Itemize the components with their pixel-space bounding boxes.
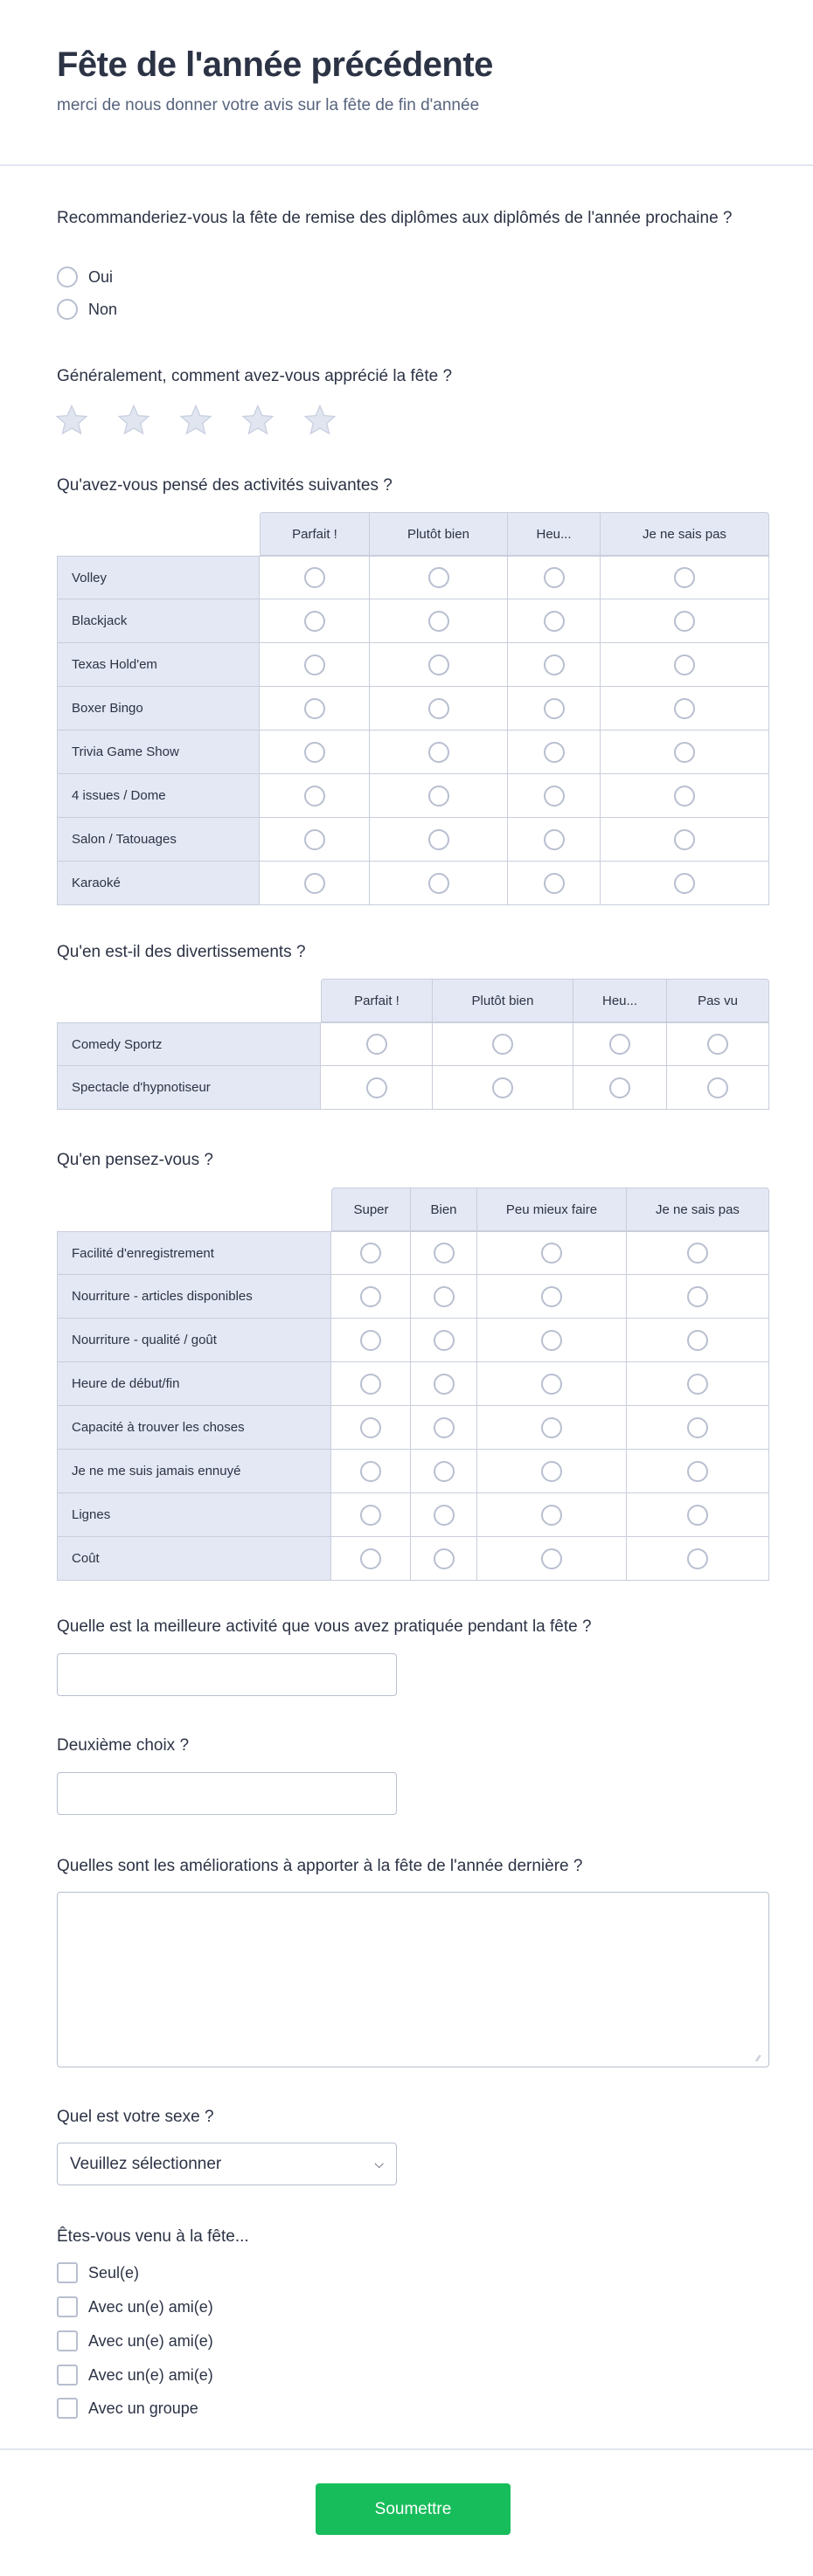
radio-button[interactable] — [428, 698, 449, 719]
radio-button[interactable] — [544, 567, 565, 588]
matrix-cell[interactable] — [601, 862, 769, 905]
radio-button[interactable] — [609, 1034, 630, 1055]
radio-button[interactable] — [609, 1077, 630, 1098]
radio-button[interactable] — [366, 1034, 387, 1055]
matrix-cell[interactable] — [331, 1537, 411, 1581]
matrix-cell[interactable] — [573, 1022, 667, 1066]
matrix-cell[interactable] — [477, 1450, 627, 1493]
option-label: Oui — [88, 267, 114, 286]
radio-button[interactable] — [360, 1286, 381, 1307]
matrix-cell[interactable] — [260, 556, 370, 599]
matrix-cell[interactable] — [370, 774, 508, 818]
matrix-row — [57, 1022, 769, 1066]
matrix-cell[interactable] — [260, 599, 370, 643]
matrix-row — [57, 1406, 769, 1450]
select-value: Veuillez sélectionner — [70, 2154, 222, 2173]
q1-option-non[interactable] — [57, 299, 117, 320]
radio-button[interactable] — [434, 1286, 455, 1307]
matrix-cell[interactable] — [370, 862, 508, 905]
matrix-cell[interactable] — [627, 1231, 769, 1275]
radio-button[interactable] — [434, 1330, 455, 1351]
radio-button[interactable] — [360, 1548, 381, 1569]
matrix-row-label: Salon / Tatouages — [57, 818, 260, 862]
best-activity-input[interactable] — [57, 1653, 397, 1696]
radio-button[interactable] — [428, 873, 449, 894]
matrix-cell[interactable] — [508, 731, 601, 774]
matrix-cell[interactable] — [411, 1362, 477, 1406]
matrix-cell[interactable] — [627, 1537, 769, 1581]
radio-button[interactable] — [434, 1243, 455, 1264]
matrix-row-label: Spectacle d'hypnotiseur — [57, 1066, 321, 1110]
radio-button[interactable] — [544, 742, 565, 763]
matrix-cell[interactable] — [477, 1362, 627, 1406]
matrix-row-label: Karaoké — [57, 862, 260, 905]
q10-option[interactable] — [57, 2330, 213, 2351]
q4-label: Qu'en est-il des divertissements ? — [57, 943, 306, 961]
radio-button[interactable] — [674, 829, 695, 850]
matrix-cell[interactable] — [411, 1450, 477, 1493]
q10-option[interactable] — [57, 2398, 198, 2419]
matrix-cell[interactable] — [411, 1537, 477, 1581]
radio-button[interactable] — [360, 1505, 381, 1526]
radio-button[interactable] — [304, 654, 325, 675]
gender-select[interactable] — [57, 2143, 397, 2185]
matrix-row-label: Comedy Sportz — [57, 1022, 321, 1066]
matrix-cell[interactable] — [477, 1231, 627, 1275]
matrix-cell[interactable] — [370, 731, 508, 774]
matrix-row-label: Je ne me suis jamais ennuyé — [57, 1450, 331, 1493]
radio-button[interactable] — [304, 742, 325, 763]
radio-button[interactable] — [304, 873, 325, 894]
q6-label: Quelle est la meilleure activité que vous avez pratiquée pendant la fête ? — [57, 1617, 592, 1636]
improvements-textarea[interactable] — [57, 1892, 769, 2067]
matrix-cell[interactable] — [260, 643, 370, 687]
radio-button[interactable] — [541, 1461, 562, 1482]
matrix-row — [57, 1231, 769, 1275]
matrix-row — [57, 1066, 769, 1110]
matrix-cell[interactable] — [260, 774, 370, 818]
matrix-cell[interactable] — [601, 643, 769, 687]
radio-button[interactable] — [544, 829, 565, 850]
radio-button[interactable] — [707, 1077, 728, 1098]
option-label: Avec un(e) ami(e) — [88, 2365, 213, 2384]
q5-label: Qu'en pensez-vous ? — [57, 1151, 213, 1169]
radio-button[interactable] — [544, 873, 565, 894]
matrix-column-header: Je ne sais pas — [627, 1188, 769, 1231]
matrix-cell[interactable] — [477, 1319, 627, 1362]
matrix-row — [57, 556, 769, 599]
matrix-column-header: Plutôt bien — [433, 979, 573, 1022]
matrix-column-header: Super — [331, 1188, 411, 1231]
radio-button[interactable] — [492, 1034, 513, 1055]
radio-button[interactable] — [687, 1461, 708, 1482]
radio-button[interactable] — [687, 1243, 708, 1264]
matrix-row-label: Facilité d'enregistrement — [57, 1231, 331, 1275]
matrix-cell[interactable] — [601, 731, 769, 774]
radio-button[interactable] — [674, 873, 695, 894]
radio-button[interactable] — [360, 1461, 381, 1482]
matrix-cell[interactable] — [331, 1406, 411, 1450]
matrix-cell[interactable] — [370, 556, 508, 599]
q7-label: Deuxième choix ? — [57, 1736, 190, 1755]
radio-button[interactable] — [304, 611, 325, 632]
q8-label: Quelles sont les améliorations à apporter à la fête de l'année dernière ? — [57, 1857, 583, 1875]
matrix-cell[interactable] — [370, 643, 508, 687]
matrix-cell[interactable] — [321, 1022, 433, 1066]
q9-label: Quel est votre sexe ? — [57, 2108, 214, 2126]
radio-button[interactable] — [304, 786, 325, 807]
matrix-column-header: Je ne sais pas — [601, 512, 769, 556]
radio-button[interactable] — [541, 1330, 562, 1351]
matrix-cell[interactable] — [260, 687, 370, 731]
radio-button[interactable] — [674, 567, 695, 588]
matrix-cell[interactable] — [331, 1275, 411, 1319]
radio-button[interactable] — [360, 1243, 381, 1264]
matrix-row — [57, 818, 769, 862]
matrix-row-label: Lignes — [57, 1493, 331, 1537]
matrix-row — [57, 643, 769, 687]
matrix-column-header: Peu mieux faire — [477, 1188, 627, 1231]
radio-button[interactable] — [541, 1417, 562, 1438]
matrix-cell[interactable] — [601, 599, 769, 643]
matrix-row — [57, 731, 769, 774]
matrix-row-label: Heure de début/fin — [57, 1362, 331, 1406]
matrix-cell[interactable] — [433, 1022, 573, 1066]
q1-label: Recommanderiez-vous la fête de remise des diplômes aux diplômés de l'année prochaine ? — [57, 209, 733, 227]
matrix-column-header: Plutôt bien — [370, 512, 508, 556]
matrix-row — [57, 599, 769, 643]
radio-button[interactable] — [544, 786, 565, 807]
checkbox[interactable] — [57, 2262, 78, 2283]
star-icon[interactable] — [179, 404, 212, 437]
opinion-matrix — [57, 1188, 769, 1581]
matrix-column-header: Heu... — [573, 979, 667, 1022]
matrix-cell[interactable] — [627, 1319, 769, 1362]
radio-button[interactable] — [304, 567, 325, 588]
matrix-row — [57, 774, 769, 818]
matrix-row — [57, 862, 769, 905]
submit-button[interactable]: Soumettre — [316, 2483, 511, 2535]
matrix-corner — [57, 979, 321, 1022]
radio-button[interactable] — [57, 299, 78, 320]
matrix-cell[interactable] — [508, 556, 601, 599]
q10-label: Êtes-vous venu à la fête... — [57, 2227, 249, 2246]
matrix-cell[interactable] — [627, 1450, 769, 1493]
matrix-row — [57, 1450, 769, 1493]
matrix-row-label: Texas Hold'em — [57, 643, 260, 687]
matrix-corner — [57, 512, 260, 556]
matrix-row-label: Volley — [57, 556, 260, 599]
checkbox[interactable] — [57, 2398, 78, 2419]
radio-button[interactable] — [687, 1330, 708, 1351]
matrix-row-label: Boxer Bingo — [57, 687, 260, 731]
checkbox[interactable] — [57, 2365, 78, 2386]
q3-label: Qu'avez-vous pensé des activités suivantes ? — [57, 476, 393, 495]
checkbox[interactable] — [57, 2296, 78, 2317]
radio-button[interactable] — [492, 1077, 513, 1098]
form-subtitle: merci de nous donner votre avis sur la fête de fin d'année — [57, 96, 480, 114]
radio-button[interactable] — [434, 1374, 455, 1395]
matrix-cell[interactable] — [331, 1493, 411, 1537]
matrix-cell[interactable] — [260, 818, 370, 862]
matrix-column-header: Parfait ! — [260, 512, 370, 556]
star-icon[interactable] — [303, 404, 337, 437]
matrix-cell[interactable] — [477, 1406, 627, 1450]
matrix-cell[interactable] — [627, 1275, 769, 1319]
radio-button[interactable] — [304, 698, 325, 719]
chevron-down-icon: ⌵ — [374, 2157, 384, 2171]
radio-button[interactable] — [57, 267, 78, 287]
matrix-cell[interactable] — [411, 1275, 477, 1319]
radio-button[interactable] — [366, 1077, 387, 1098]
matrix-cell[interactable] — [601, 687, 769, 731]
q1-option-oui[interactable] — [57, 267, 113, 287]
matrix-cell[interactable] — [370, 599, 508, 643]
matrix-cell[interactable] — [331, 1231, 411, 1275]
radio-button[interactable] — [544, 611, 565, 632]
matrix-row-label: Blackjack — [57, 599, 260, 643]
radio-button[interactable] — [428, 742, 449, 763]
radio-button[interactable] — [674, 742, 695, 763]
matrix-cell[interactable] — [411, 1231, 477, 1275]
radio-button[interactable] — [674, 698, 695, 719]
radio-button[interactable] — [541, 1243, 562, 1264]
activities-matrix — [57, 512, 769, 905]
second-choice-input[interactable] — [57, 1772, 397, 1815]
matrix-cell[interactable] — [260, 862, 370, 905]
matrix-cell[interactable] — [370, 687, 508, 731]
radio-button[interactable] — [428, 567, 449, 588]
entertainment-matrix — [57, 979, 769, 1110]
q10-option[interactable] — [57, 2262, 139, 2283]
matrix-column-header: Heu... — [508, 512, 601, 556]
matrix-cell[interactable] — [433, 1066, 573, 1110]
matrix-row-label: 4 issues / Dome — [57, 774, 260, 818]
matrix-cell[interactable] — [411, 1406, 477, 1450]
matrix-column-header: Parfait ! — [321, 979, 433, 1022]
option-label: Non — [88, 300, 118, 318]
checkbox[interactable] — [57, 2330, 78, 2351]
option-label: Avec un groupe — [88, 2399, 198, 2417]
radio-button[interactable] — [687, 1374, 708, 1395]
matrix-row-label: Capacité à trouver les choses — [57, 1406, 331, 1450]
matrix-cell[interactable] — [331, 1319, 411, 1362]
option-label: Avec un(e) ami(e) — [88, 2297, 213, 2316]
radio-button[interactable] — [707, 1034, 728, 1055]
radio-button[interactable] — [544, 654, 565, 675]
matrix-cell[interactable] — [331, 1450, 411, 1493]
radio-button[interactable] — [544, 698, 565, 719]
matrix-cell[interactable] — [601, 556, 769, 599]
star-rating[interactable] — [55, 404, 337, 437]
matrix-cell[interactable] — [411, 1493, 477, 1537]
radio-button[interactable] — [434, 1417, 455, 1438]
matrix-cell[interactable] — [508, 599, 601, 643]
q2-label: Généralement, comment avez-vous apprécié la fête ? — [57, 367, 453, 385]
matrix-row-label: Nourriture - qualité / goût — [57, 1319, 331, 1362]
radio-button[interactable] — [674, 654, 695, 675]
matrix-row — [57, 1319, 769, 1362]
matrix-row — [57, 1362, 769, 1406]
matrix-row-label: Coût — [57, 1537, 331, 1581]
matrix-cell[interactable] — [321, 1066, 433, 1110]
radio-button[interactable] — [541, 1505, 562, 1526]
footer-divider — [0, 2448, 813, 2450]
matrix-cell[interactable] — [573, 1066, 667, 1110]
matrix-cell[interactable] — [477, 1537, 627, 1581]
option-label: Avec un(e) ami(e) — [88, 2331, 213, 2350]
star-icon[interactable] — [55, 404, 88, 437]
resize-handle-icon[interactable]: ⁄⁄ — [757, 2054, 761, 2064]
option-label: Seul(e) — [88, 2263, 140, 2282]
matrix-row — [57, 1275, 769, 1319]
radio-button[interactable] — [428, 654, 449, 675]
matrix-cell[interactable] — [627, 1493, 769, 1537]
matrix-column-header: Bien — [411, 1188, 477, 1231]
form-title: Fête de l'année précédente — [57, 45, 493, 84]
matrix-row-label: Nourriture - articles disponibles — [57, 1275, 331, 1319]
radio-button[interactable] — [541, 1286, 562, 1307]
radio-button[interactable] — [304, 829, 325, 850]
q10-option[interactable] — [57, 2296, 213, 2317]
matrix-row — [57, 687, 769, 731]
radio-button[interactable] — [541, 1374, 562, 1395]
radio-button[interactable] — [428, 786, 449, 807]
matrix-row-label: Trivia Game Show — [57, 731, 260, 774]
radio-button[interactable] — [434, 1461, 455, 1482]
radio-button[interactable] — [687, 1286, 708, 1307]
matrix-column-header: Pas vu — [667, 979, 769, 1022]
matrix-cell[interactable] — [260, 731, 370, 774]
matrix-cell[interactable] — [370, 818, 508, 862]
matrix-cell[interactable] — [667, 1022, 769, 1066]
matrix-cell[interactable] — [508, 774, 601, 818]
radio-button[interactable] — [687, 1548, 708, 1569]
radio-button[interactable] — [674, 611, 695, 632]
radio-button[interactable] — [541, 1548, 562, 1569]
matrix-cell[interactable] — [601, 818, 769, 862]
radio-button[interactable] — [674, 786, 695, 807]
matrix-cell[interactable] — [508, 862, 601, 905]
star-icon[interactable] — [241, 404, 274, 437]
matrix-cell[interactable] — [331, 1362, 411, 1406]
matrix-cell[interactable] — [627, 1406, 769, 1450]
matrix-cell[interactable] — [601, 774, 769, 818]
radio-button[interactable] — [428, 611, 449, 632]
radio-button[interactable] — [428, 829, 449, 850]
matrix-cell[interactable] — [508, 687, 601, 731]
star-icon[interactable] — [117, 404, 150, 437]
q10-option[interactable] — [57, 2365, 213, 2386]
matrix-corner — [57, 1188, 331, 1231]
matrix-cell[interactable] — [667, 1066, 769, 1110]
radio-button[interactable] — [434, 1548, 455, 1569]
matrix-cell[interactable] — [508, 818, 601, 862]
header-divider — [0, 164, 813, 166]
matrix-cell[interactable] — [508, 643, 601, 687]
radio-button[interactable] — [360, 1330, 381, 1351]
radio-button[interactable] — [360, 1374, 381, 1395]
matrix-cell[interactable] — [477, 1275, 627, 1319]
radio-button[interactable] — [360, 1417, 381, 1438]
matrix-cell[interactable] — [627, 1362, 769, 1406]
matrix-cell[interactable] — [411, 1319, 477, 1362]
matrix-row — [57, 1493, 769, 1537]
radio-button[interactable] — [687, 1417, 708, 1438]
radio-button[interactable] — [434, 1505, 455, 1526]
matrix-cell[interactable] — [477, 1493, 627, 1537]
matrix-row — [57, 1537, 769, 1581]
radio-button[interactable] — [687, 1505, 708, 1526]
